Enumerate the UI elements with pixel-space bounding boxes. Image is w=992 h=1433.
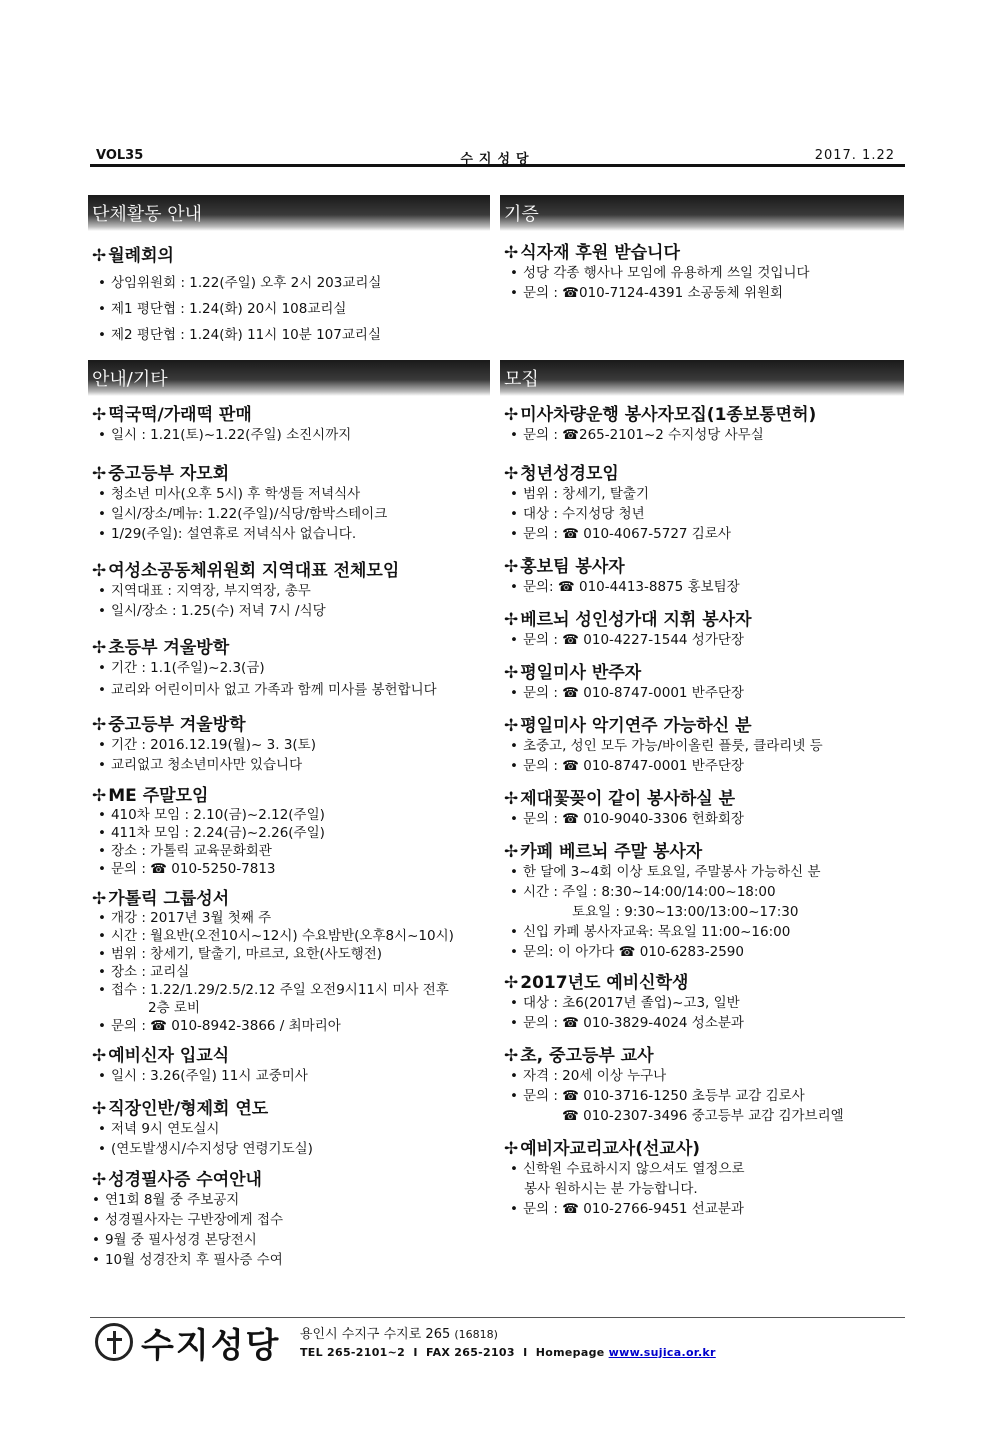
list-item: • 제2 평단협 : 1.24(화) 11시 10분 107교리실 [98,327,381,343]
fax-number: FAX 265-2103 [426,1346,515,1359]
list-item: • 범위 : 창세기, 탈출기, 마르코, 요한(사도행전) [98,946,383,962]
item-title: ✢ 중고등부 겨울방학 [92,715,246,735]
cross-icon: ✢ [504,716,519,736]
list-item: • 문의 : ☎ 010-3829-4024 성소분과 [510,1015,744,1031]
cross-icon: ✢ [504,610,519,630]
notice-section [88,360,490,1270]
donation-section [500,195,904,303]
item-title: ✢ 미사차량운행 봉사자모집(1종보통면허) [504,405,817,425]
list-item: • 일시/장소/메뉴: 1.22(주일)/식당/함박스테이크 [98,506,388,522]
item-title: ✢ 예비자교리교사(선교사) [504,1139,701,1159]
cross-icon: ✢ [504,1046,519,1066]
list-item: • 시간 : 월요반(오전10시~12시) 수요밤반(오후8시~10시) [98,928,454,944]
item-title: ✢ 성경필사증 수여안내 [92,1170,262,1190]
list-item: • 한 달에 3~4회 이상 토요일, 주말봉사 가능하신 분 [510,864,821,880]
list-item: • 신입 카페 봉사자교육: 목요일 11:00~16:00 [510,924,791,940]
list-item: • 연1회 8월 중 주보공지 [92,1192,240,1208]
homepage-link[interactable]: www.sujica.or.kr [608,1346,716,1359]
cross-icon: ✢ [92,889,107,909]
list-item: • 장소 : 가톨릭 교육문화회관 [98,843,272,859]
list-item: • 대상 : 수지성당 청년 [510,506,645,522]
list-item: • 교리없고 청소년미사만 있습니다 [98,757,303,773]
item-title: ✢ 평일미사 반주자 [504,663,642,683]
list-item: • 1/29(주일): 설연휴로 저녁식사 없습니다. [98,526,357,542]
list-item: • 문의 : ☎010-7124-4391 소공동체 위원회 [510,285,784,301]
cross-icon: ✢ [92,1046,107,1066]
list-item-continuation: 봉사 원하시는 분 가능합니다. [524,1181,698,1197]
cross-icon: ✢ [92,1099,107,1119]
list-item: • 문의 : ☎ 010-8942-3866 / 최마리아 [98,1018,341,1034]
list-item: • 일시 : 3.26(주일) 11시 교중미사 [98,1068,308,1084]
cross-icon: ✢ [504,789,519,809]
issue-date: 2017. 1.22 [814,148,895,163]
cross-icon: ✢ [504,842,519,862]
list-item: • 교리와 어린이미사 없고 가족과 함께 미사를 봉헌합니다 [98,682,437,698]
bulletin-header [90,146,905,167]
list-item: • 문의 : ☎ 010-4067-5727 김로사 [510,526,731,542]
church-contact: TEL 265-2101~2 I FAX 265-2103 I Homepage www.sujica.or.kr [300,1346,716,1359]
list-item-continuation: 2층 로비 [148,1000,201,1016]
cross-icon: ✢ [92,246,107,266]
cross-icon: ✢ [92,561,107,581]
list-item: • 장소 : 교리실 [98,964,190,980]
list-item: • 일시 : 1.21(토)~1.22(주일) 소진시까지 [98,427,352,443]
item-title: ✢ 초, 중고등부 교사 [504,1046,654,1066]
item-title: ✢ ME 주말모임 [92,786,209,806]
list-item-continuation: ☎ 010-2307-3496 중고등부 교감 김가브리엘 [562,1108,844,1124]
item-title: ✢ 청년성경모임 [504,464,619,484]
item-title: ✢ 초등부 겨울방학 [92,638,230,658]
cross-icon: ✢ [504,243,519,263]
item-title: ✢ 평일미사 악기연주 가능하신 분 [504,716,752,736]
list-item: • 9월 중 필사성경 본당전시 [92,1232,257,1248]
logo-text: 수지성당 [141,1325,281,1366]
list-item-continuation: 토요일 : 9:30~13:00/13:00~17:30 [572,904,799,920]
item-title: ✢ 카페 베르뇌 주말 봉사자 [504,842,703,862]
recruit-section [500,360,904,1219]
cross-icon: ✢ [92,405,107,425]
list-item: • 청소년 미사(오후 5시) 후 학생들 저녁식사 [98,486,361,502]
group-activity-section [88,195,490,348]
item-title: ✢ 떡국떡/가래떡 판매 [92,405,252,425]
cross-icon: ✢ [504,663,519,683]
list-item: • 일시/장소 : 1.25(수) 저녁 7시 /식당 [98,603,326,619]
section-title: 모집 [500,360,904,396]
list-item: • 문의 : ☎ 010-8747-0001 반주단장 [510,758,744,774]
cross-icon: ✢ [92,715,107,735]
list-item: • 410차 모임 : 2.10(금)~2.12(주일) [98,807,325,823]
list-item: • 문의 : ☎ 010-3716-1250 초등부 교감 김로사 [510,1088,805,1104]
list-item: • 초중고, 성인 모두 가능/바이올린 플룻, 클라리넷 등 [510,738,823,754]
list-item: • 기간 : 1.1(주일)~2.3(금) [98,660,265,676]
list-item: • 성당 각종 행사나 모임에 유용하게 쓰일 것입니다 [510,265,810,281]
list-item: • 지역대표 : 지역장, 부지역장, 총무 [98,583,311,599]
list-item: • 대상 : 초6(2017년 졸업)~고3, 일반 [510,995,740,1011]
header-title: 수지성당 [460,152,535,167]
cross-icon: ✢ [504,557,519,577]
list-item: • 저녁 9시 연도실시 [98,1121,220,1137]
item-title: ✢ 가톨릭 그룹성서 [92,889,230,909]
list-item: • 문의 : ☎ 010-8747-0001 반주단장 [510,685,744,701]
cross-icon: ✢ [504,405,519,425]
list-item: • 자격 : 20세 이상 누구나 [510,1068,667,1084]
volume-number: VOL35 [96,148,144,163]
list-item: • 411차 모임 : 2.24(금)~2.26(주일) [98,825,325,841]
list-item: • 신학원 수료하시지 않으셔도 열정으로 [510,1161,745,1177]
cross-icon: ✢ [504,973,519,993]
item-title: ✢ 예비신자 입교식 [92,1046,230,1066]
church-address: 용인시 수지구 수지로 265 (16818) [300,1327,498,1342]
church-emblem-icon [95,1323,133,1361]
cross-icon: ✢ [504,1139,519,1159]
section-title: 기증 [500,195,904,231]
list-item: • 문의: 이 아가다 ☎ 010-6283-2590 [510,944,744,960]
item-title: ✢ 여성소공동체위원회 지역대표 전체모임 [92,561,400,581]
item-title: ✢ 2017년도 예비신학생 [504,973,689,993]
item-title: ✢ 제대꽃꽂이 같이 봉사하실 분 [504,789,736,809]
list-item: • 문의 : ☎ 010-9040-3306 헌화회장 [510,811,744,827]
phone-number: TEL 265-2101~2 [300,1346,406,1359]
item-title: ✢ 베르뇌 성인성가대 지휘 봉사자 [504,610,752,630]
list-item: • 문의 : ☎265-2101~2 수지성당 사무실 [510,427,764,443]
section-title: 단체활동 안내 [88,195,490,231]
list-item: • 문의 : ☎ 010-5250-7813 [98,861,276,877]
item-title: ✢ 식자재 후원 받습니다 [504,243,680,263]
list-item: • 문의 : ☎ 010-4227-1544 성가단장 [510,632,744,648]
list-item: • 시간 : 주일 : 8:30~14:00/14:00~18:00 [510,884,776,900]
section-title: 안내/기타 [88,360,490,396]
list-item: • 접수 : 1.22/1.29/2.5/2.12 주일 오전9시11시 미사 전후 [98,982,449,998]
cross-icon: ✢ [92,464,107,484]
list-item: • 개강 : 2017년 3월 첫째 주 [98,910,272,926]
list-item: • 기간 : 2016.12.19(월)~ 3. 3(토) [98,737,316,753]
item-title: ✢ 중고등부 자모회 [92,464,230,484]
item-title: ✢ 홍보팀 봉사자 [504,557,625,577]
list-item: • 제1 평단협 : 1.24(화) 20시 108교리실 [98,301,347,317]
cross-icon: ✢ [92,1170,107,1190]
cross-icon: ✢ [92,786,107,806]
item-title: ✢ 직장인반/형제회 연도 [92,1099,269,1119]
list-item: • (연도발생시/수지성당 연령기도실) [98,1141,313,1157]
list-item: • 문의: ☎ 010-4413-8875 홍보팀장 [510,579,740,595]
list-item: • 10월 성경잔치 후 필사증 수여 [92,1252,283,1268]
list-item: • 상임위원회 : 1.22(주일) 오후 2시 203교리실 [98,275,382,291]
cross-icon: ✢ [504,464,519,484]
list-item: • 범위 : 창세기, 탈출기 [510,486,650,502]
item-title: ✢ 월례회의 [92,246,174,266]
church-logo [95,1322,281,1366]
cross-icon: ✢ [92,638,107,658]
list-item: • 성경필사자는 구반장에게 접수 [92,1212,284,1228]
list-item: • 문의 : ☎ 010-2766-9451 선교분과 [510,1201,744,1217]
